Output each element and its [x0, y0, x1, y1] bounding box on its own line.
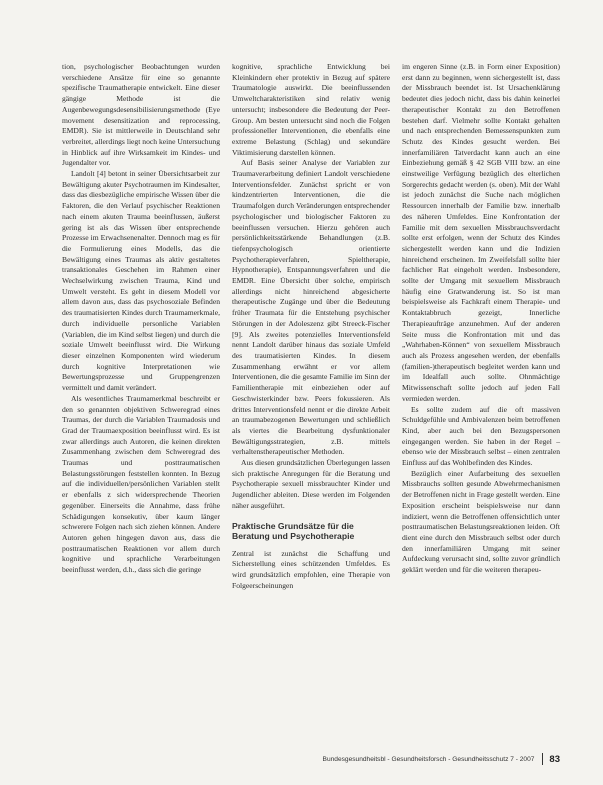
paragraph: Aus diesen grundsätzlichen Überlegungen lassen sich praktische Anregungen für die Beratung und Psychotherapie sexuell missbrauchter Kinder und Jugendlicher ableiten. Diese werden im Folgenden näher ausgeführt. — [232, 458, 390, 510]
text-column-3 — [402, 62, 560, 576]
paragraph: Als wesentliches Traumamerkmal beschreibt er den so genannten objektiven Schweregrad eines Traumas, der durch die Variablen Traumadosis und Grad der Traumaexposition beeinflusst wird. Es ist zwar allerdings auch Autoren, die keinen direkten Zusammenhang zwischen dem Schweregrad des Traumas und posttraumatischen Belastungsstörungen feststellen konnten. In Bezug auf die individuellen/persönlichen Variablen stellt er ebenfalls z sich widersprechende Theorien gegenüber. Einerseits die Annahme, dass frühe Schädigungen konsekutiv, über kaum länger schwerere Folgen nach sich ziehen können. Andere Autoren gehen hingegen davon aus, dass die posttraumatischen Reaktionen vor allem durch kognitive und sprachliche Verarbeitungen beeinflusst werden, d.h., dass sich die geringe — [62, 393, 220, 575]
paragraph: Zentral ist zunächst die Schaffung und Sicherstellung eines schützenden Umfeldes. Es wird grundsätzlich empfohlen, eine Therapie von Folgeerscheinungen — [232, 548, 390, 590]
journal-citation: Bundesgesundheitsbl - Gesundheitsforsch - Gesundheitsschutz 7 - 2007 — [322, 755, 535, 763]
paragraph: im engeren Sinne (z.B. in Form einer Exposition) erst dann zu beginnen, wenn sichergestellt ist, dass der Missbrauch beendet ist. Ist Ursachenklärung bedeutet dies jedoch nicht, dass bis dahin keinerlei therapeutischer Kontakt zu den Betroffenen bestehen darf. Vielmehr sollte Kontakt gehalten und nach entsprechenden Bemessenspunkten zum Schutz des Kindes gesucht werden. Bei innerfamiliären Tatverdacht kann auch an eine Einbeziehung gemäß § 42 SGB VIII bzw. an eine einstweilige Verfügung bezüglich des elterlichen Sorgerechts gedacht werden (s. oben). Mit der Wahl ist jedoch zunächst die Suche nach möglichen Ressourcen innerhalb der Familie bzw. innerhalb des näheren Umfeldes. Eine Konfrontation der Familie mit dem sexuellen Missbrauchsverdacht sollte erst erfolgen, wenn der Schutz des Kindes sichergestellt werden kann und die Indizien hinreichend erscheinen. Im Zweifelsfall sollte hier fachlicher Rat eingeholt werden. Insbesondere, sollte der Umgang mit sexuellem Missbrauch häufig eine Gratwanderung ist. So ist man beispielsweise als Fachkraft einem Therapie- und Kontaktabbruch gezeigt, Innerliche Therapieaufträge anzunehmen. Auf der anderen Seite muss die Konfrontation mit und das „Wahrhaben-Können“ von sexuellem Missbrauch auch als Prozess angesehen werden, der ebenfalls (familien-)therapeutisch begleitet werden kann und im Idealfall auch sollte. Ohnmächtige Mitwissenschaft sollte jedoch auf jeden Fall vermieden werden. — [402, 62, 560, 403]
paragraph: Landolt [4] betont in seiner Übersichtsarbeit zur Bewältigung akuter Psychotraumen im Kindesalter, dass das diesbezügliche empirische Wissen über die Faktoren, die den Verlauf psychischer Reaktionen nach einem akuten Trauma beeinflussen, äußerst gering ist als das Wissen über entsprechende Prozesse im Erwachsenenalter. Dennoch mag es für die Formulierung eines Modells, das die Bewältigung eines Traumas als aktiv gestaltetes transaktionales Geschehen im Rahmen einer Wechselwirkung zwischen Trauma, Kind und Umwelt versteht. Es geht in diesem Modell vor allem davon aus, dass das psychosoziale Befinden des traumatisierten Kindes durch Traumamerkmale, durch individuelle personliche Variablen (Variablen, die im Kind selbst liegen) und durch die soziale Umwelt beeinflusst wird. Die Wirkung dieser einzelnen Komponenten wird wiederum durch kognitive Interpretationen wie Bewertungsprozesse und Gruppengrenzen vermittelt und damit verändert. — [62, 169, 220, 393]
text-column-2 — [232, 62, 390, 592]
paragraph: Es sollte zudem auf die oft massiven Schuldgefühle und Ambivalenzen beim betroffenen Kind, aber auch bei den Bezugspersonen eingegangen werden. Sie haben in der Regel – ebenso wie der Missbrauch selbst – einen zentralen Einfluss auf das Wohlbefinden des Kindes. — [402, 404, 560, 468]
text-column-1 — [62, 62, 220, 576]
paragraph: Auf Basis seiner Analyse der Variablen zur Traumaverarbeitung definiert Landolt verschiedene Interventionsfelder. Zunächst spricht er von kindzentrierten Interventionen, die die Traumafolgen durch Veränderungen entsprechender psychologischer und biologischer Faktoren zu beeinflussen versuchen. Hierzu gehören auch persönlichkeitsstärkende Behandlungen (z.B. tiefenpsychologisch orientierte Psychotherapieverfahren, Spieltherapie, Hypnotherapie), Entspannungsverfahren und die EMDR. Eine Übersicht über solche, empirisch allerdings nicht hinreichend abgesicherte therapeutische Zugänge und über die Bedeutung früher Traumata für die Entstehung psychischer Störungen in der Adoleszenz gibt Streeck-Fischer [9]. Als zweites potenzielles Interventionsfeld nennt Landolt darüber hinaus das soziale Umfeld des traumatisierten Kindes. In diesem Zusammenhang erwähnt er vor allem Interventionen, die die gesamte Familie im Sinn der Familientherapie mit einbeziehen oder auf Geschwisterkinder bzw. Peers fokussieren. Als drittes Interventionsfeld nennt er die direkte Arbeit an traumabezogenen Bewertungen und schließlich als viertes die Bearbeitung dysfunktionaler Bewältigungsstrategien, z.B. mittels verhaltenstherapeutischer Methoden. — [232, 158, 390, 457]
paragraph: kognitive, sprachliche Entwicklung bei Kleinkindern eher protektiv in Bezug auf spätere Traumatologie auswirkt. Die beeinflussenden Umweltcharakteristiken sind relativ wenig untersucht; insbesondere die Bedeutung der Peer-Group. Am besten untersucht sind noch die Folgen professioneller Interventionen, die ebenfalls eine extreme Belastung (Schlag) und sekundäre Viktimisierung darstellen können. — [232, 62, 390, 157]
page-number: 83 — [549, 753, 560, 765]
paragraph: Bezüglich einer Aufarbeitung des sexuellen Missbrauchs sollten gesunde Abwehrmechanismen der Betroffenen nicht in Frage gestellt werden. Eine Exposition erscheint beispielsweise nur dann indiziert, wenn die Betroffenen offensichtlich unter posttraumatischen Belastungsreaktionen leiden. Oft dient eine durch den Missbrauch selbst oder durch den innerfamiliären Umgang mit seiner Aufdeckung verursacht sind, sollte zuvor gründlich geklärt werden und für die weiteren therapeu- — [402, 468, 560, 575]
footer-divider — [542, 753, 543, 765]
paragraph: tion, psychologischer Beobachtungen wurden verschiedene Ansätze für eine so genannte spezifische Traumatherapie entwickelt. Eine dieser gängige Methode ist die Augenbewegungsdesensibilisierungsmethode (Eye movement desensitization and reprocessing, EMDR). Sie ist mittlerweile in Deutschland sehr verbreitet, allerdings liegt noch keine Untersuchung in Hinblick auf ihre Wirksamkeit im Kindes- und Jugendalter vor. — [62, 62, 220, 168]
page-footer — [250, 750, 560, 768]
section-heading: Praktische Grundsätze für die Beratung und Psychotherapie — [232, 520, 355, 542]
